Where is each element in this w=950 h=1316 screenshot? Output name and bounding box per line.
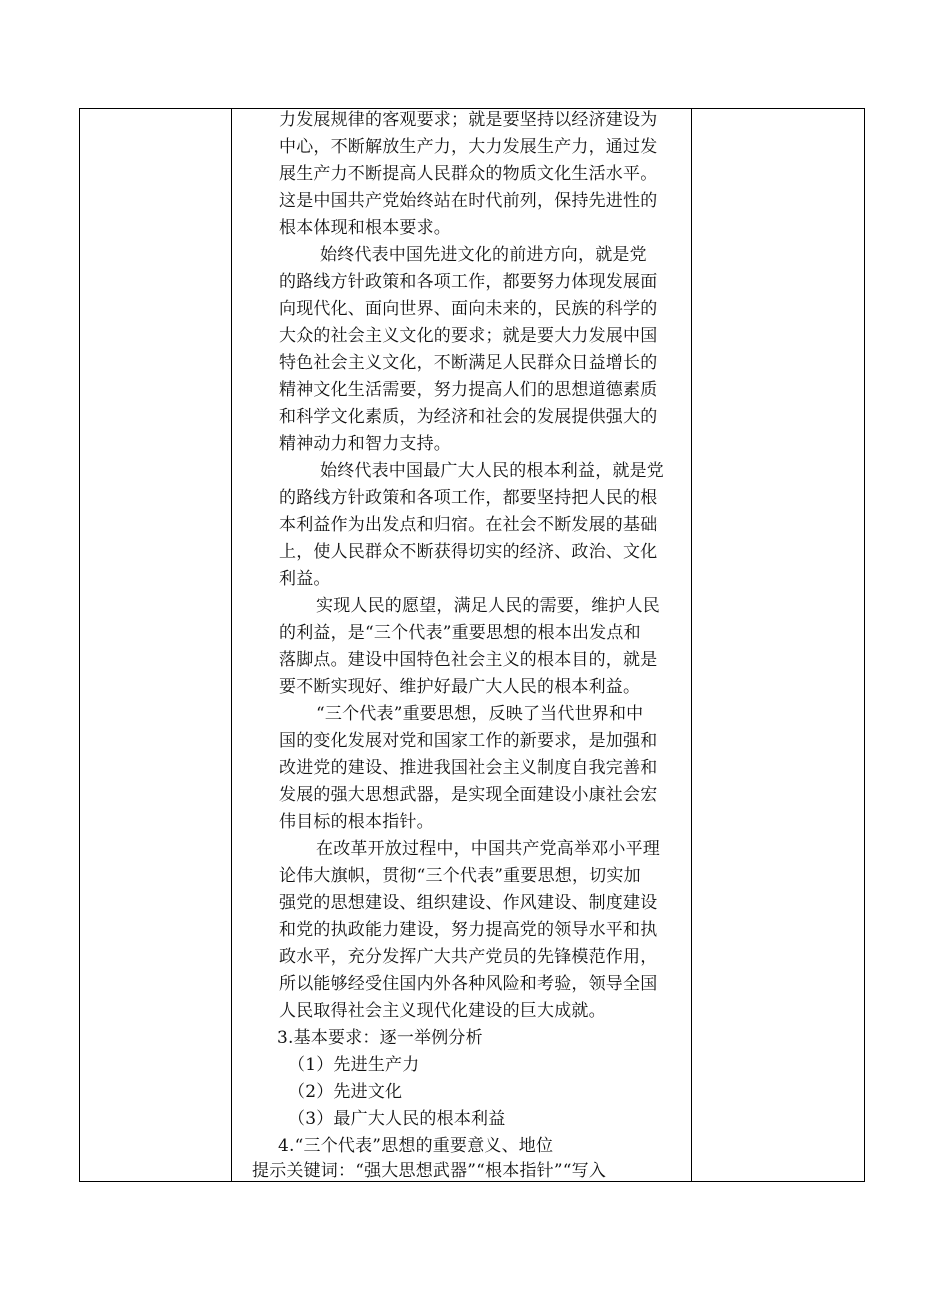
list-item: （1）先进生产力: [288, 1055, 420, 1075]
text-line: 精神动力和智力支持。: [279, 434, 451, 454]
text-line: 强党的思想建设、组织建设、作风建设、制度建设: [279, 893, 658, 913]
text-line: 落脚点。建设中国特色社会主义的根本目的，就是: [279, 650, 658, 670]
text-line: 上，使人民群众不断获得切实的经济、政治、文化: [279, 542, 658, 562]
text-line: 向现代化、面向世界、面向未来的，民族的科学的: [279, 299, 658, 319]
text-line: 改进党的建设、推进我国社会主义制度自我完善和: [279, 758, 658, 778]
text-line: 和党的执政能力建设，努力提高党的领导水平和执: [279, 920, 658, 940]
text-line: 政水平，充分发挥广大共产党员的先锋模范作用，: [279, 947, 658, 967]
text-line: 始终代表中国先进文化的前进方向，就是党: [320, 245, 647, 265]
text-line: 要不断实现好、维护好最广大人民的根本利益。: [279, 677, 641, 697]
table-cell-left: [80, 109, 231, 1181]
text-line: 所以能够经受住国内外各种风险和考验，领导全国: [279, 974, 658, 994]
text-line: 提示关键词：“强大思想武器”“根本指针”“写入: [252, 1161, 607, 1181]
text-line: 的路线方针政策和各项工作，都要努力体现发展面: [279, 272, 658, 292]
table-cell-right: [692, 109, 864, 1181]
text-line: 精神文化生活需要，努力提高人们的思想道德素质: [279, 380, 658, 400]
text-line: 在改革开放过程中，中国共产党高举邓小平理: [316, 839, 660, 859]
text-line: 大众的社会主义文化的要求；就是要大力发展中国: [279, 326, 658, 346]
text-line: 的利益，是“三个代表”重要思想的根本出发点和: [279, 623, 641, 643]
text-line: 始终代表中国最广大人民的根本利益，就是党: [320, 461, 664, 481]
text-line: 的路线方针政策和各项工作，都要坚持把人民的根: [279, 488, 658, 508]
text-line: 力发展规律的客观要求；就是要坚持以经济建设为: [279, 110, 658, 130]
list-item: （2）先进文化: [288, 1082, 403, 1102]
text-line: 实现人民的愿望，满足人民的需要，维护人民: [316, 596, 660, 616]
document-table: [79, 108, 865, 1182]
text-line: 展生产力不断提高人民群众的物质文化生活水平。: [279, 164, 658, 184]
text-line: 论伟大旗帜，贯彻“三个代表”重要思想，切实加: [279, 866, 641, 886]
section-heading: 4.“三个代表”思想的重要意义、地位: [278, 1136, 554, 1156]
text-line: 本利益作为出发点和归宿。在社会不断发展的基础: [279, 515, 658, 535]
list-item: （3）最广大人民的根本利益: [288, 1109, 506, 1129]
text-line: 这是中国共产党始终站在时代前列，保持先进性的: [279, 191, 658, 211]
text-line: 发展的强大思想武器，是实现全面建设小康社会宏: [279, 785, 658, 805]
section-heading: 3.基本要求：逐一举例分析: [277, 1028, 483, 1048]
text-line: 利益。: [279, 569, 331, 589]
table-cell-content: [232, 109, 691, 1181]
text-line: 特色社会主义文化，不断满足人民群众日益增长的: [279, 353, 658, 373]
text-line: 人民取得社会主义现代化建设的巨大成就。: [279, 1001, 606, 1021]
text-line: 和科学文化素质，为经济和社会的发展提供强大的: [279, 407, 658, 427]
text-line: “三个代表”重要思想，反映了当代世界和中: [316, 704, 644, 724]
text-line: 国的变化发展对党和国家工作的新要求，是加强和: [279, 731, 658, 751]
text-line: 中心，不断解放生产力，大力发展生产力，通过发: [279, 137, 658, 157]
text-line: 根本体现和根本要求。: [279, 218, 451, 238]
text-line: 伟目标的根本指针。: [279, 812, 434, 832]
